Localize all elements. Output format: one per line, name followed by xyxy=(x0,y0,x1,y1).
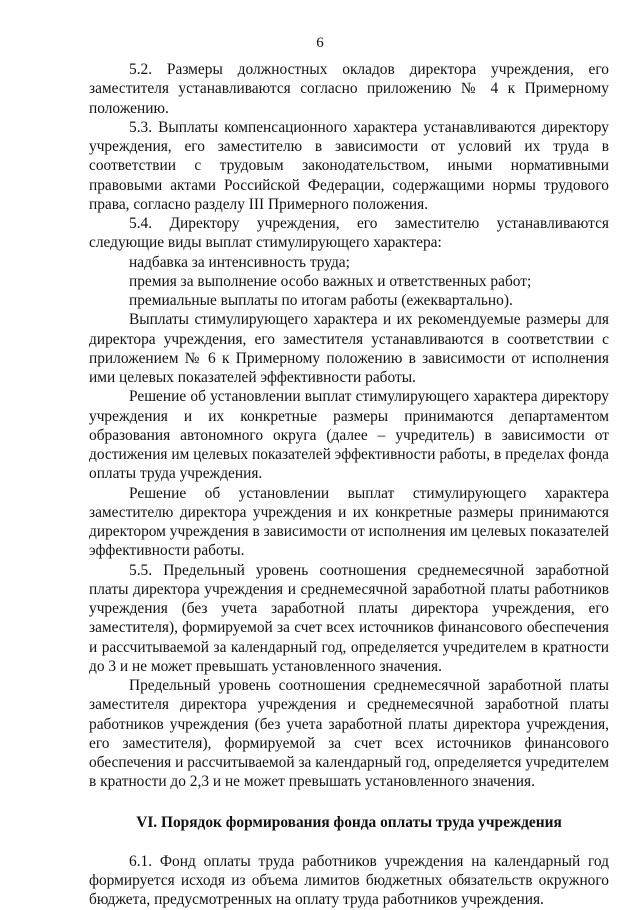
paragraph-5-5: 5.5. Предельный уровень соотношения среднемесячной заработной платы директора учреждения и среднемесячной заработной платы работников учреждения (без учета заработной платы директора учреждения, его заместителя), формируемой за счет всех источников финансового обеспечения и рассчитываемой за календарный год, определяется учредителем в кратности до 3 и не может превышать установленного значения. xyxy=(89,561,609,675)
paragraph-6-1: 6.1. Фонд оплаты труда работников учреждения на календарный год формируется исходя из объема лимитов бюджетных обязательств окружного бюджета, предусмотренных на оплату труда работников учреждения. xyxy=(89,852,609,909)
paragraph-5-4-d: Решение об установлении выплат стимулирующего характера заместителю директора учреждения и их конкретные размеры принимаются директором учреждения в зависимости от исполнения им целевых показателей эффективности работы. xyxy=(89,484,609,560)
document-body xyxy=(89,60,609,910)
paragraph-5-3: 5.3. Выплаты компенсационного характера устанавливаются директору учреждения, его заместителю в зависимости от условий их труда в соответствии с трудовым законодательством, иными нормативными правовыми актами Российской Федерации, содержащими нормы трудового права, согласно разделу III Примерного положения. xyxy=(89,118,609,213)
page-number: 6 xyxy=(316,35,324,51)
paragraph-5-4-c: Решение об установлении выплат стимулирующего характера директору учреждения и их конкретные размеры принимаются департаментом образования автономного округа (далее – учредитель) в зависимости от достижения им целевых показателей эффективности работы, в пределах фонда оплаты труда учреждения. xyxy=(89,388,609,483)
paragraph-5-2: 5.2. Размеры должностных окладов директора учреждения, его заместителя устанавливаются согласно приложению № 4 к Примерному положению. xyxy=(89,61,609,117)
paragraph-5-5-b: Предельный уровень соотношения среднемесячной заработной платы заместителя директора учреждения и среднемесячной заработной платы работников учреждения (без учета заработной платы директора учреждения, его заместителя), формируемой за счет всех источников финансового обеспечения и рассчитываемой за календарный год, определяется учредителем в кратности до 2,3 и не может превышать установленного значения. xyxy=(89,677,609,791)
list-item-quarterly-bonus: премиальные выплаты по итогам работы (ежеквартально). xyxy=(129,292,513,309)
paragraph-5-4: 5.4. Директору учреждения, его заместителю устанавливаются следующие виды выплат стимулирующего характера: xyxy=(89,215,609,252)
section-6-title: VI. Порядок формирования фонда оплаты труда учреждения xyxy=(136,813,562,831)
list-item-intensity-bonus: надбавка за интенсивность труда; xyxy=(129,253,350,271)
paragraph-5-4-b: Выплаты стимулирующего характера и их рекомендуемые размеры для директора учреждения, его заместителя устанавливаются в соответствии с приложением № 6 к Примерному положению в зависимости от исполнения ими целевых показателей эффективности работы. xyxy=(89,311,609,386)
list-item-important-work-premium: премия за выполнение особо важных и ответственных работ; xyxy=(129,272,532,290)
